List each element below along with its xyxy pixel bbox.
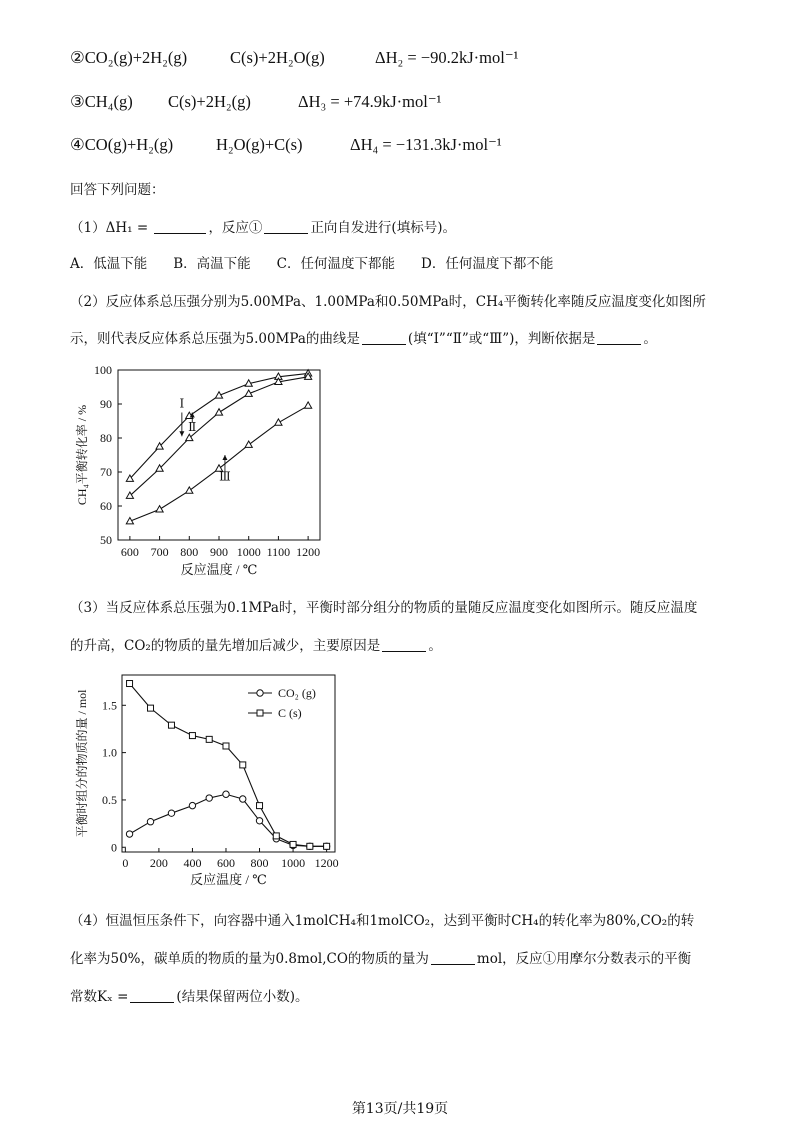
chart2-series-line-1 [130,794,327,846]
chart2-data-point [148,705,154,711]
answer-blank-curve[interactable] [362,330,406,345]
equation-3-products: C(s)+2H₂(g) [168,92,251,111]
equation-4 [70,135,502,155]
chart1-curve-label-2: Ⅱ [188,420,197,435]
chart1-data-point [215,409,222,415]
chart2-x-tick-label: 400 [183,856,202,870]
equation-2-number: ② [70,48,85,67]
chart1-data-point [245,441,252,447]
equation-3-reactants: CH₄(g) [84,92,133,111]
chart2-data-point [147,819,153,825]
chart2-data-point [240,796,246,802]
answer-blank-kx[interactable] [130,988,174,1003]
question-2-part-b: (填“Ⅰ”“Ⅱ”或“Ⅲ”)，判断依据是 [407,331,596,347]
chart2-data-point [307,843,313,849]
chart2-data-point [273,833,279,839]
chart2-y-tick-label: 0 [111,840,117,855]
chart2-frame [122,675,335,852]
chart1-y-axis-label: CH₄平衡转化率 / % [75,404,89,506]
intro-text: 回答下列问题： [70,182,165,198]
chart2-y-tick-label: 0.5 [102,792,117,807]
question-4-part-c: 常数Kₓ = [70,989,129,1005]
question-4-line-2 [70,947,691,967]
question-4-line-1: （4）恒温恒压条件下，向容器中通入1molCH₄和1molCO₂，达到平衡时CH₄的转化率为80%,CO₂的转 [70,913,695,929]
question-4-part-d: (结果保留两位小数)。 [176,989,309,1005]
answer-blank-dh1[interactable] [154,219,206,234]
chart2-data-point [240,762,246,768]
chart1-series-line-3 [130,406,308,522]
question-2-part-c: 。 [643,331,657,347]
question-4-part-b: mol，反应①用摩尔分数表示的平衡 [476,951,692,967]
chart2-y-tick-label: 1.0 [102,745,117,760]
option-d: D．任何温度下都不能 [421,256,554,272]
option-b: B．高温下能 [173,256,251,272]
chart2-x-tick-label: 0 [122,856,129,870]
chart-component-amounts [72,665,362,890]
chart2-data-point [324,843,330,849]
equation-2-enthalpy: ΔH₂ = −90.2kJ·mol⁻¹ [375,48,519,67]
chart2-x-tick-label: 800 [250,856,269,870]
chart2-data-point [206,736,212,742]
chart2-x-tick-label: 200 [149,856,168,870]
page-footer: 第13页/共19页 [351,1101,449,1117]
chart2-x-axis-label: 反应温度 / ℃ [190,872,267,887]
question-2-line-1: （2）反应体系总压强分别为5.00MPa、1.00MPa和0.50MPa时，CH₄平衡转化率随反应温度变化如图所 [70,294,706,310]
equation-3-enthalpy: ΔH₃ = +74.9kJ·mol⁻¹ [298,92,442,111]
question-1-part-c: 正向自发进行(填标号)。 [310,220,456,236]
chart1-data-point [275,419,282,425]
chart1-y-tick-label: 70 [100,465,112,479]
chart1-data-point [305,402,312,408]
chart2-data-point [189,802,195,808]
question-3-line-1: （3）当反应体系总压强为0.1MPa时，平衡时部分组分的物质的量随反应温度变化如图所示。随反应温度 [70,600,698,616]
chart2-legend-marker [257,690,263,696]
chart2-legend-marker [257,710,263,716]
chart2-data-point [126,831,132,837]
equation-4-number: ④ [70,135,85,154]
chart2-y-axis-label: 平衡时组分的物质的量 / mol [75,689,89,838]
option-a: A．低温下能 [70,256,148,272]
equation-2 [70,48,519,68]
equation-4-reactants: CO(g)+H₂(g) [84,135,174,154]
chart1-x-tick-label: 800 [180,545,199,559]
equation-4-products: H₂O(g)+C(s) [216,135,303,154]
question-3-part-a: 的升高，CO₂的物质的量先增加后减少，主要原因是 [70,638,381,654]
chart1-data-point [156,506,163,512]
chart2-y-tick-label: 1.5 [102,698,117,713]
chart2-x-tick-label: 1000 [281,856,306,870]
question-1-options [70,252,579,272]
question-3-part-b: 。 [428,638,442,654]
chart1-y-tick-label: 80 [100,431,112,445]
chart1-x-tick-label: 1000 [236,545,261,559]
chart1-x-tick-label: 1200 [296,545,321,559]
chart2-data-point [189,733,195,739]
chart1-data-point [186,487,193,493]
equation-2-reactants: CO₂(g)+2H₂(g) [84,48,188,67]
chart1-x-tick-label: 600 [120,545,139,559]
chart1-annotation-arrowhead [222,455,227,460]
chart1-x-tick-label: 700 [150,545,169,559]
question-1 [70,216,456,236]
chart2-data-point [223,743,229,749]
question-3-line-2 [70,634,442,654]
chart1-x-axis-label: 反应温度 / ℃ [180,562,258,577]
question-1-part-b: ，反应① [208,220,263,236]
chart-component-amounts-svg [72,665,362,890]
answer-blank-basis[interactable] [597,330,641,345]
answer-blank-reason[interactable] [382,637,426,652]
chart2-data-point [127,681,133,687]
chart1-curve-label-1: Ⅰ [179,396,185,411]
answer-blank-co-amount[interactable] [431,950,475,965]
chart1-series-line-1 [130,373,308,478]
question-4-part-a: 化率为50%，碳单质的物质的量为0.8mol,CO的物质的量为 [70,951,429,967]
chart1-y-tick-label: 50 [100,533,112,547]
answer-blank-spontaneity[interactable] [264,219,308,234]
equation-3 [70,92,442,112]
chart2-data-point [168,810,174,816]
question-2-line-2 [70,327,657,347]
chart2-data-point [168,722,174,728]
chart1-y-tick-label: 90 [100,397,112,411]
chart2-data-point [256,818,262,824]
question-1-part-a: （1）ΔH₁ = [70,220,149,236]
option-c: C．任何温度下都能 [276,256,396,272]
chart1-x-tick-label: 900 [210,545,228,559]
question-4-line-3 [70,985,308,1005]
chart2-legend-label-1: CO₂ (g) [278,686,316,700]
chart2-data-point [206,795,212,801]
question-2-part-a: 示，则代表反应体系总压强为5.00MPa的曲线是 [70,331,360,347]
chart1-y-tick-label: 100 [94,363,112,377]
chart2-data-point [223,791,229,797]
equation-2-products: C(s)+2H₂O(g) [230,48,325,67]
chart2-x-tick-label: 600 [216,856,235,870]
chart2-data-point [257,803,263,809]
chart1-y-tick-label: 60 [100,499,112,513]
equation-3-number: ③ [70,92,85,111]
chart-ch4-conversion-svg [72,360,352,582]
chart1-x-tick-label: 1100 [266,545,291,559]
equation-4-enthalpy: ΔH₄ = −131.3kJ·mol⁻¹ [350,135,502,154]
chart1-annotation-arrowhead [179,431,184,436]
chart2-x-tick-label: 1200 [314,856,339,870]
chart-ch4-conversion [72,360,352,582]
chart2-data-point [290,841,296,847]
chart1-curve-label-3: Ⅲ [219,469,231,484]
chart2-legend-label-2: C (s) [278,706,302,720]
